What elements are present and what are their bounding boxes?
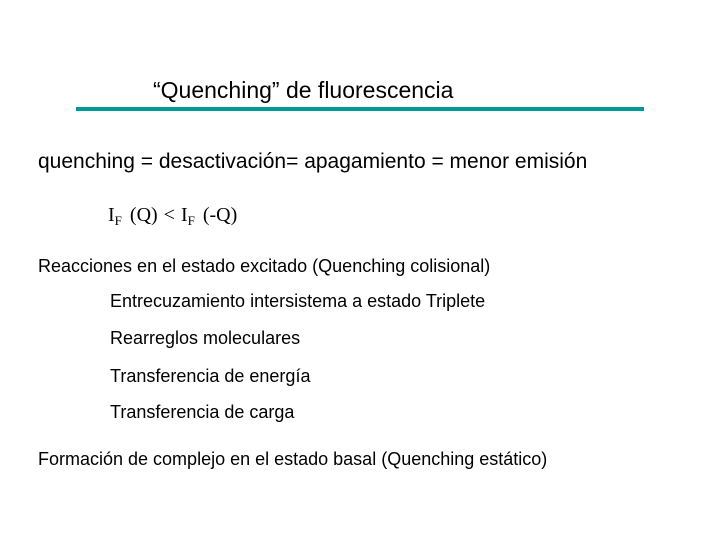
- slide-title: “Quenching” de fluorescencia: [153, 77, 454, 103]
- list-item-charge-transfer: Transferencia de carga: [110, 402, 295, 422]
- title-underline: [76, 107, 644, 111]
- formula-left-subscript: F: [114, 213, 122, 228]
- list-item-energy-transfer: Transferencia de energía: [110, 366, 311, 386]
- ground-state-heading: Formación de complejo en el estado basal (Quenching estático): [38, 449, 548, 469]
- formula-left-symbol: I: [108, 204, 115, 226]
- formula-operator: <: [163, 204, 175, 226]
- formula-right-symbol: I: [180, 204, 188, 226]
- list-item-molecular-rearrangement: Rearreglos moleculares: [110, 328, 301, 348]
- list-item-intersystem-crossing: Entrecuzamiento intersistema a estado Triplete: [110, 291, 486, 311]
- definition-line: quenching = desactivación= apagamiento = menor emisión: [38, 150, 588, 173]
- excited-state-heading: Reacciones en el estado excitado (Quenching colisional): [38, 256, 491, 276]
- formula-left-argument: (Q): [129, 204, 158, 226]
- formula-right-argument: (-Q): [202, 204, 238, 226]
- formula-right-subscript: F: [187, 213, 195, 228]
- intensity-formula: [108, 200, 237, 236]
